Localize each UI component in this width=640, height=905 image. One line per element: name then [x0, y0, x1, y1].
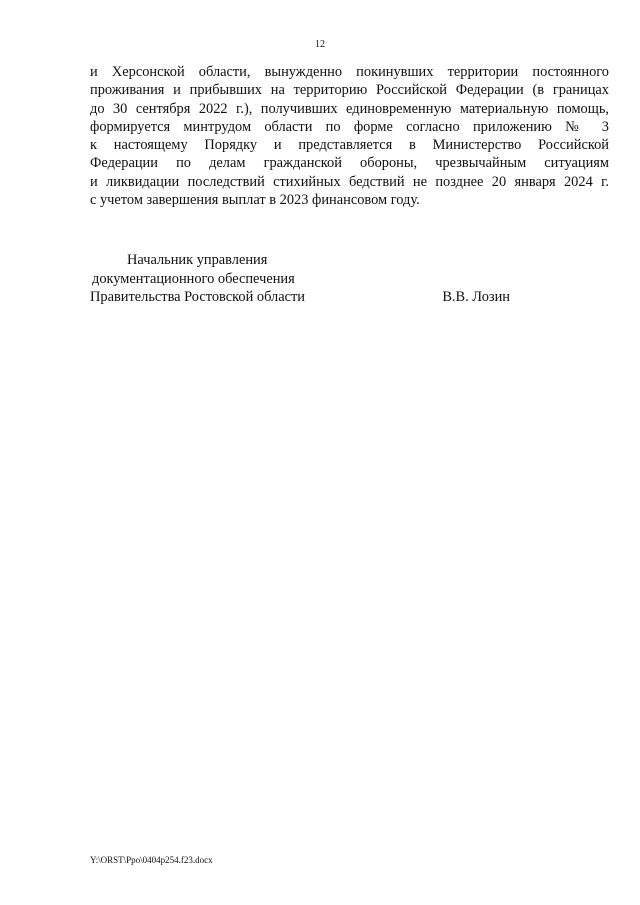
- body-line: Федерации по делам гражданской обороны, чрезвычайным ситуациям: [90, 155, 609, 172]
- body-paragraph: [90, 63, 609, 209]
- signatory-title-line: документационного обеспечения: [92, 270, 295, 287]
- signature-row: [90, 288, 510, 307]
- body-line: к настоящему Порядку и представляется в Министерство Российской: [90, 137, 609, 154]
- signatory-title-line: Правительства Ростовской области: [90, 289, 305, 306]
- body-line: проживания и прибывших на территорию Российской Федерации (в границах: [90, 82, 609, 99]
- body-line: формируется минтрудом области по форме согласно приложению № 3: [90, 118, 609, 135]
- signatory-title-line: Начальник управления: [127, 252, 268, 268]
- signature-block: [90, 251, 510, 307]
- signatory-name: В.В. Лозин: [442, 289, 510, 306]
- body-line: и ликвидации последствий стихийных бедствий не позднее 20 января 2024 г.: [90, 173, 609, 190]
- body-line: с учетом завершения выплат в 2023 финансовом году.: [90, 192, 420, 209]
- page-number: 12: [315, 39, 325, 50]
- body-line: и Херсонской области, вынужденно покинувших территории постоянного: [90, 64, 609, 80]
- file-path-footer: Y:\ORST\Ppo\0404p254.f23.docx: [90, 855, 213, 865]
- body-line: до 30 сентября 2022 г.), получивших единовременную материальную помощь,: [90, 100, 609, 117]
